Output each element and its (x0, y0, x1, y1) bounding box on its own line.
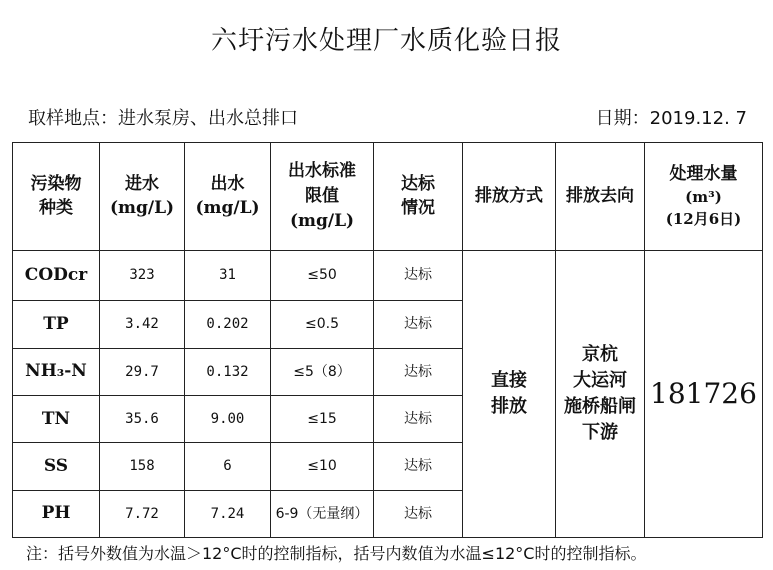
row-status: 达标 (374, 250, 463, 300)
row-outflow-value: 0.202 (185, 301, 271, 348)
treated-volume-value: 181726 (645, 250, 763, 537)
header-limit (271, 143, 374, 251)
header-outflow-line1: 出水 (210, 173, 245, 194)
table-row (13, 250, 763, 300)
header-pollutant (13, 143, 100, 251)
row-status: 达标 (374, 348, 463, 395)
header-compliance-line1: 达标 (401, 173, 435, 194)
header-pollutant-line2: 种类 (39, 198, 73, 219)
row-limit-value: ≤50 (271, 250, 374, 300)
row-outflow-value: 0.132 (185, 348, 271, 395)
row-inflow-value: 29.7 (100, 348, 185, 395)
water-quality-table (12, 142, 763, 538)
discharge-destination-cell (556, 250, 645, 537)
header-inflow-line1: 进水 (125, 173, 159, 194)
row-limit-value: ≤15 (271, 395, 374, 442)
header-inflow (100, 143, 185, 251)
discharge-method-cell (463, 250, 556, 537)
row-outflow-value: 7.24 (185, 490, 271, 537)
header-outflow (185, 143, 271, 251)
report-title: 六圩污水处理厂水质化验日报 (210, 26, 562, 56)
row-pollutant-name: TN (13, 395, 100, 442)
row-limit-value: ≤0.5 (271, 301, 374, 348)
destination-line2: 大运河 (573, 369, 627, 391)
header-volume-unit: (m³) (685, 187, 722, 206)
header-limit-line3: (mg/L) (289, 210, 355, 231)
header-limit-line2: 限值 (305, 186, 339, 207)
header-limit-line1: 出水标准 (288, 161, 356, 182)
row-status: 达标 (374, 443, 463, 490)
row-inflow-value: 323 (100, 250, 185, 300)
row-outflow-value: 9.00 (185, 395, 271, 442)
discharge-method-line2: 排放 (491, 395, 527, 417)
row-limit-value: ≤5（8） (271, 348, 374, 395)
row-pollutant-name: CODcr (13, 250, 100, 300)
header-compliance (374, 143, 463, 251)
row-status: 达标 (374, 301, 463, 348)
sampling-location: 取样地点：进水泵房、出水总排口 (28, 108, 298, 129)
row-pollutant-name: NH₃-N (13, 348, 100, 395)
header-volume (645, 143, 763, 251)
row-outflow-value: 31 (185, 250, 271, 300)
row-pollutant-name: SS (13, 443, 100, 490)
row-limit-value: 6-9（无量纲） (271, 490, 374, 537)
row-inflow-value: 158 (100, 443, 185, 490)
row-inflow-value: 7.72 (100, 490, 185, 537)
row-status: 达标 (374, 490, 463, 537)
row-limit-value: ≤10 (271, 443, 374, 490)
header-outflow-line2: (mg/L) (195, 198, 260, 219)
header-compliance-line2: 情况 (401, 198, 435, 219)
destination-line1: 京杭 (582, 343, 618, 365)
row-inflow-value: 35.6 (100, 395, 185, 442)
header-discharge-destination: 排放去向 (556, 143, 645, 251)
row-pollutant-name: PH (13, 490, 100, 537)
row-outflow-value: 6 (185, 443, 271, 490)
footnote: 注：括号外数值为水温＞12°C时的控制指标，括号内数值为水温≤12°C时的控制指标。 (26, 544, 647, 563)
destination-line4: 下游 (582, 422, 618, 443)
discharge-method-line1: 直接 (491, 369, 527, 391)
header-volume-date: (12月6日) (665, 209, 742, 228)
row-status: 达标 (374, 395, 463, 442)
row-pollutant-name: TP (13, 301, 100, 348)
header-discharge-method: 排放方式 (463, 143, 556, 251)
header-pollutant-line1: 污染物 (30, 173, 82, 194)
destination-line3: 施桥船闸 (564, 395, 636, 417)
table-header-row (13, 143, 763, 251)
report-date: 日期：2019.12. 7 (595, 108, 747, 129)
row-inflow-value: 3.42 (100, 301, 185, 348)
header-inflow-line2: (mg/L) (109, 198, 175, 219)
header-volume-line1: 处理水量 (669, 164, 738, 185)
